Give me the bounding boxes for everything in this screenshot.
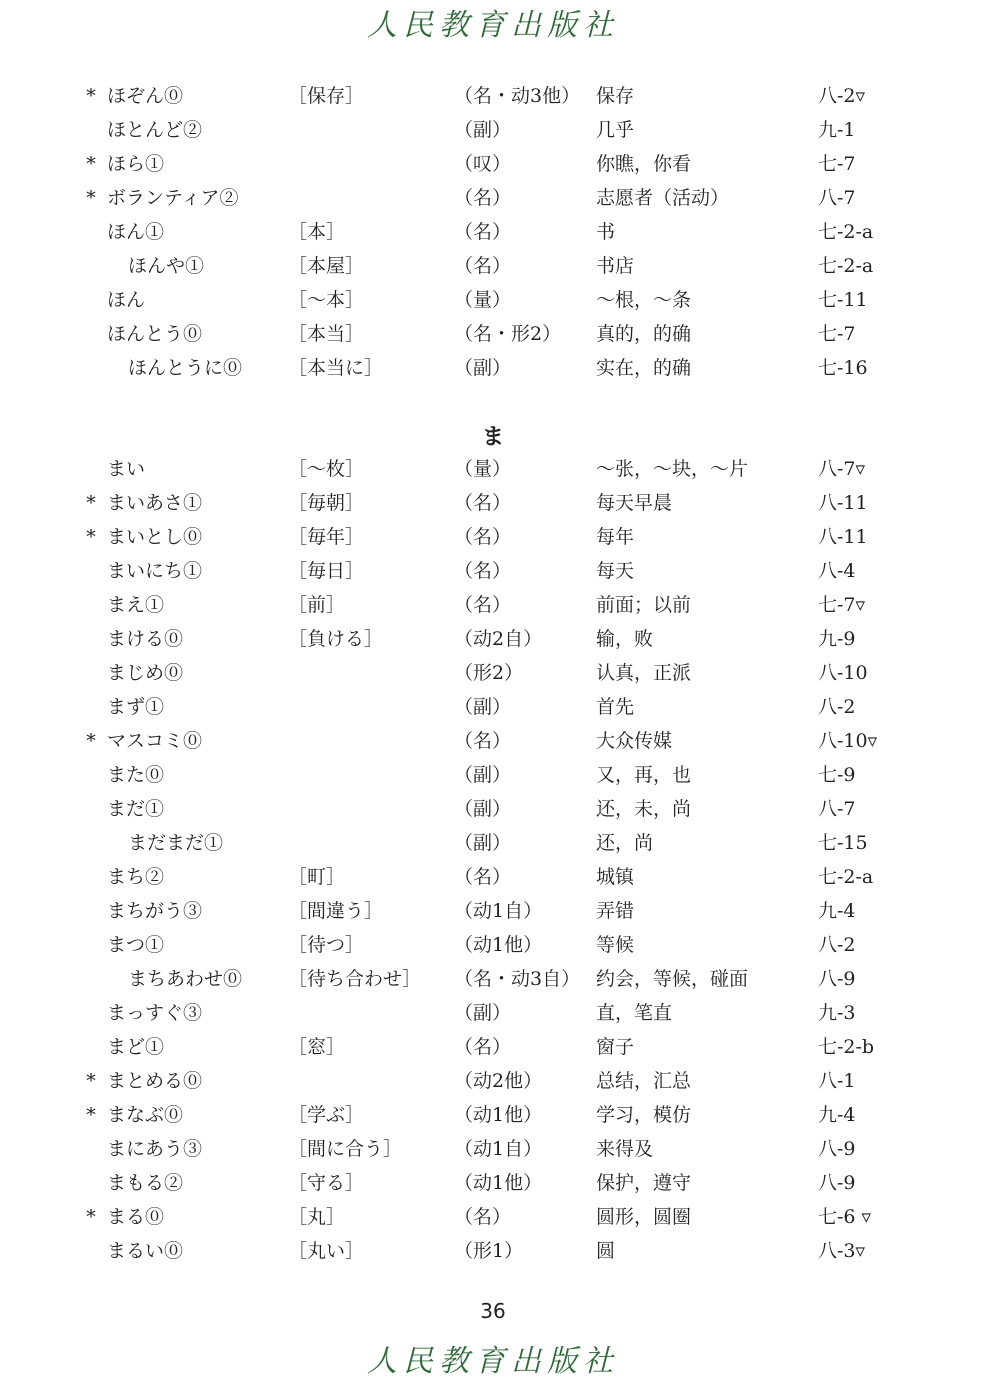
entry-lesson: 八-9 xyxy=(818,1172,856,1194)
entry-pos: （名） xyxy=(454,866,512,888)
vocab-entry-row xyxy=(0,1132,986,1166)
vocab-entry-row xyxy=(0,962,986,996)
entry-pos: （动1自） xyxy=(454,900,543,922)
entry-kana: まるい⓪ xyxy=(107,1240,184,1262)
entry-meaning: 志愿者（活动） xyxy=(596,187,730,209)
vocab-entry-row xyxy=(0,486,986,520)
entry-kana: まだ① xyxy=(107,798,165,820)
publisher-logo-bottom: 人民教育出版社 xyxy=(367,1344,619,1379)
entry-pos: （名） xyxy=(454,560,512,582)
entry-meaning: 圆形，圆圈 xyxy=(596,1206,692,1228)
entry-kana: ボランティア② xyxy=(107,187,239,209)
vocab-entry-row xyxy=(0,1098,986,1132)
entry-lesson: 八-11 xyxy=(818,526,868,548)
entry-pos: （名） xyxy=(454,255,512,277)
entry-kanji: ［本当］ xyxy=(288,323,365,345)
entry-star: * xyxy=(86,730,96,752)
entry-lesson: 九-1 xyxy=(818,119,856,141)
entry-lesson: 九-4 xyxy=(818,1104,856,1126)
entry-meaning: 每年 xyxy=(596,526,635,548)
vocab-entry-row xyxy=(0,758,986,792)
entry-kana: まず① xyxy=(107,696,165,718)
entry-meaning: 实在，的确 xyxy=(596,357,692,379)
entry-kanji: ［毎年］ xyxy=(288,526,365,548)
entry-pos: （名） xyxy=(454,1036,512,1058)
entry-kanji: ［本当に］ xyxy=(288,357,384,379)
entry-meaning: 来得及 xyxy=(596,1138,654,1160)
vocab-entry-row xyxy=(0,894,986,928)
entry-lesson: 八-4 xyxy=(818,560,856,582)
entry-pos: （副） xyxy=(454,798,512,820)
entry-kana: まいとし⓪ xyxy=(107,526,203,548)
vocab-entry-row xyxy=(0,113,986,147)
entry-pos: （动1自） xyxy=(454,1138,543,1160)
entry-kana: まもる② xyxy=(107,1172,184,1194)
entry-kanji: ［待ち合わせ］ xyxy=(288,968,422,990)
entry-lesson: 七-16 xyxy=(818,357,868,379)
vocab-entry-row xyxy=(0,215,986,249)
entry-pos: （动1他） xyxy=(454,934,543,956)
entry-kana: まちがう③ xyxy=(107,900,203,922)
vocab-entry-row xyxy=(0,792,986,826)
entry-kanji: ［間違う］ xyxy=(288,900,384,922)
entry-pos: （名） xyxy=(454,492,512,514)
entry-kanji: ［負ける］ xyxy=(288,628,384,650)
vocab-entry-row xyxy=(0,996,986,1030)
entry-meaning: 你瞧，你看 xyxy=(596,153,692,175)
entry-meaning: 窗子 xyxy=(596,1036,635,1058)
entry-kana: まち② xyxy=(107,866,165,888)
entry-lesson: 八-2 xyxy=(818,696,856,718)
entry-lesson: 七-9 xyxy=(818,764,856,786)
entry-lesson: 九-4 xyxy=(818,900,856,922)
entry-lesson: 八-1 xyxy=(818,1070,856,1092)
entry-kanji: ［待つ］ xyxy=(288,934,365,956)
entry-kana: まちあわせ⓪ xyxy=(128,968,243,990)
entry-lesson: 八-9 xyxy=(818,1138,856,1160)
entry-kana: まっすぐ③ xyxy=(107,1002,203,1024)
entry-lesson: 七-2-a xyxy=(818,221,874,243)
entry-kanji: ［前］ xyxy=(288,594,346,616)
vocab-entry-row xyxy=(0,656,986,690)
entry-lesson: 七-15 xyxy=(818,832,868,854)
entry-meaning: 真的，的确 xyxy=(596,323,692,345)
vocab-entry-row xyxy=(0,826,986,860)
entry-meaning: 弄错 xyxy=(596,900,635,922)
entry-lesson: 九-3 xyxy=(818,1002,856,1024)
entry-star: * xyxy=(86,1206,96,1228)
entry-meaning: 圆 xyxy=(596,1240,616,1262)
entry-meaning: 书 xyxy=(596,221,616,243)
entry-pos: （副） xyxy=(454,832,512,854)
entry-lesson: 七-2-a xyxy=(818,255,874,277)
entry-kana: ほぞん⓪ xyxy=(107,85,184,107)
vocab-entry-row xyxy=(0,724,986,758)
entry-kana: マスコミ⓪ xyxy=(107,730,203,752)
entry-lesson: 八-9 xyxy=(818,968,856,990)
entry-pos: （动1他） xyxy=(454,1104,543,1126)
entry-meaning: 认真，正派 xyxy=(596,662,692,684)
vocab-entry-row xyxy=(0,317,986,351)
entry-meaning: ～张，～块，～片 xyxy=(596,458,749,480)
entry-kanji: ［保存］ xyxy=(288,85,365,107)
entry-pos: （名） xyxy=(454,187,512,209)
entry-meaning: 几乎 xyxy=(596,119,635,141)
entry-kanji: ［毎朝］ xyxy=(288,492,365,514)
entry-kana: ほとんど② xyxy=(107,119,203,141)
entry-star: * xyxy=(86,1104,96,1126)
entry-kana: まだまだ① xyxy=(128,832,224,854)
entry-kana: まとめる⓪ xyxy=(107,1070,203,1092)
vocab-entry-row xyxy=(0,860,986,894)
entry-kanji: ［間に合う］ xyxy=(288,1138,403,1160)
vocab-entry-row xyxy=(0,588,986,622)
entry-kanji: ［守る］ xyxy=(288,1172,365,1194)
entry-kanji: ［～枚］ xyxy=(288,458,365,480)
entry-pos: （形2） xyxy=(454,662,524,684)
entry-meaning: 还，尚 xyxy=(596,832,654,854)
section-heading: ま xyxy=(481,424,504,450)
entry-kana: ほんとうに⓪ xyxy=(128,357,243,379)
entry-pos: （名） xyxy=(454,526,512,548)
vocab-entry-row xyxy=(0,79,986,113)
entry-kanji: ［本屋］ xyxy=(288,255,365,277)
entry-meaning: 前面；以前 xyxy=(596,594,692,616)
entry-pos: （量） xyxy=(454,458,512,480)
vocab-entry-row xyxy=(0,520,986,554)
entry-lesson: 八-10 xyxy=(818,662,868,684)
entry-star: * xyxy=(86,526,96,548)
vocab-entry-row xyxy=(0,1064,986,1098)
entry-pos: （动2他） xyxy=(454,1070,543,1092)
entry-pos: （副） xyxy=(454,357,512,379)
entry-meaning: 还，未，尚 xyxy=(596,798,692,820)
entry-lesson: 八-11 xyxy=(818,492,868,514)
entry-meaning: 总结，汇总 xyxy=(596,1070,692,1092)
entry-meaning: 城镇 xyxy=(596,866,635,888)
entry-lesson: 七-7 xyxy=(818,323,856,345)
entry-meaning: ～根，～条 xyxy=(596,289,692,311)
vocab-entry-row xyxy=(0,554,986,588)
entry-kanji: ［窓］ xyxy=(288,1036,346,1058)
entry-kana: まえ① xyxy=(107,594,165,616)
entry-pos: （名・动3自） xyxy=(454,968,581,990)
entry-lesson: 八-7 xyxy=(818,798,856,820)
page-number: 36 xyxy=(480,1299,506,1323)
entry-kana: ほん xyxy=(107,289,146,311)
entry-pos: （副） xyxy=(454,1002,512,1024)
entry-pos: （名） xyxy=(454,221,512,243)
entry-pos: （名） xyxy=(454,730,512,752)
entry-star: * xyxy=(86,153,96,175)
entry-pos: （副） xyxy=(454,119,512,141)
entry-kana: まなぶ⓪ xyxy=(107,1104,184,1126)
entry-meaning: 保护，遵守 xyxy=(596,1172,692,1194)
entry-meaning: 直，笔直 xyxy=(596,1002,673,1024)
vocab-entry-row xyxy=(0,1166,986,1200)
entry-lesson: 七-11 xyxy=(818,289,868,311)
entry-pos: （形1） xyxy=(454,1240,524,1262)
entry-meaning: 每天 xyxy=(596,560,635,582)
entry-kanji: ［学ぶ］ xyxy=(288,1104,365,1126)
entry-pos: （名） xyxy=(454,594,512,616)
entry-lesson: 九-9 xyxy=(818,628,856,650)
entry-kana: まる⓪ xyxy=(107,1206,165,1228)
entry-kana: また⓪ xyxy=(107,764,165,786)
entry-star: * xyxy=(86,187,96,209)
entry-pos: （动2自） xyxy=(454,628,543,650)
entry-kana: ほら① xyxy=(107,153,165,175)
vocab-entry-row xyxy=(0,452,986,486)
vocab-entry-row xyxy=(0,622,986,656)
entry-meaning: 又，再，也 xyxy=(596,764,692,786)
vocab-entry-row xyxy=(0,1200,986,1234)
entry-kana: まい xyxy=(107,458,146,480)
entry-lesson: 八-3▿ xyxy=(818,1240,866,1262)
entry-kanji: ［丸い］ xyxy=(288,1240,365,1262)
entry-kana: ほんや① xyxy=(128,255,205,277)
entry-meaning: 输，败 xyxy=(596,628,654,650)
entry-lesson: 八-10▿ xyxy=(818,730,878,752)
publisher-logo-top: 人民教育出版社 xyxy=(367,8,619,43)
entry-lesson: 七-7▿ xyxy=(818,594,866,616)
vocab-entry-row xyxy=(0,690,986,724)
entry-pos: （名） xyxy=(454,1206,512,1228)
entry-pos: （副） xyxy=(454,696,512,718)
entry-kanji: ［町］ xyxy=(288,866,346,888)
vocab-entry-row xyxy=(0,351,986,385)
entry-meaning: 约会，等候，碰面 xyxy=(596,968,749,990)
entry-star: * xyxy=(86,1070,96,1092)
entry-kanji: ［～本］ xyxy=(288,289,365,311)
entry-lesson: 七-7 xyxy=(818,153,856,175)
entry-pos: （副） xyxy=(454,764,512,786)
entry-kana: まつ① xyxy=(107,934,165,956)
entry-kana: まにあう③ xyxy=(107,1138,203,1160)
entry-lesson: 七-2-a xyxy=(818,866,874,888)
entry-meaning: 大众传媒 xyxy=(596,730,673,752)
entry-pos: （量） xyxy=(454,289,512,311)
entry-meaning: 学习，模仿 xyxy=(596,1104,692,1126)
entry-kana: まじめ⓪ xyxy=(107,662,184,684)
vocab-entry-row xyxy=(0,181,986,215)
entry-star: * xyxy=(86,85,96,107)
entry-kanji: ［本］ xyxy=(288,221,346,243)
entry-lesson: 七-6 ▿ xyxy=(818,1206,872,1228)
entry-meaning: 保存 xyxy=(596,85,635,107)
entry-kana: まど① xyxy=(107,1036,165,1058)
vocab-entry-row xyxy=(0,1030,986,1064)
entry-pos: （叹） xyxy=(454,153,512,175)
vocab-entry-row xyxy=(0,249,986,283)
entry-meaning: 每天早晨 xyxy=(596,492,673,514)
entry-meaning: 书店 xyxy=(596,255,635,277)
entry-lesson: 八-2 xyxy=(818,934,856,956)
entry-pos: （名・动3他） xyxy=(454,85,581,107)
entry-lesson: 七-2-b xyxy=(818,1036,875,1058)
entry-kana: ほんとう⓪ xyxy=(107,323,203,345)
entry-lesson: 八-2▿ xyxy=(818,85,866,107)
vocab-entry-row xyxy=(0,147,986,181)
entry-kana: まける⓪ xyxy=(107,628,184,650)
entry-kana: まいあさ① xyxy=(107,492,203,514)
vocab-entry-row xyxy=(0,928,986,962)
entry-kanji: ［丸］ xyxy=(288,1206,346,1228)
vocab-entry-row xyxy=(0,1234,986,1268)
entry-pos: （名・形2） xyxy=(454,323,562,345)
entry-kanji: ［毎日］ xyxy=(288,560,365,582)
entry-kana: まいにち① xyxy=(107,560,203,582)
vocab-entry-row xyxy=(0,283,986,317)
entry-meaning: 等候 xyxy=(596,934,635,956)
entry-star: * xyxy=(86,492,96,514)
entry-kana: ほん① xyxy=(107,221,165,243)
entry-meaning: 首先 xyxy=(596,696,635,718)
entry-pos: （动1他） xyxy=(454,1172,543,1194)
entry-lesson: 八-7 xyxy=(818,187,856,209)
entry-lesson: 八-7▿ xyxy=(818,458,866,480)
